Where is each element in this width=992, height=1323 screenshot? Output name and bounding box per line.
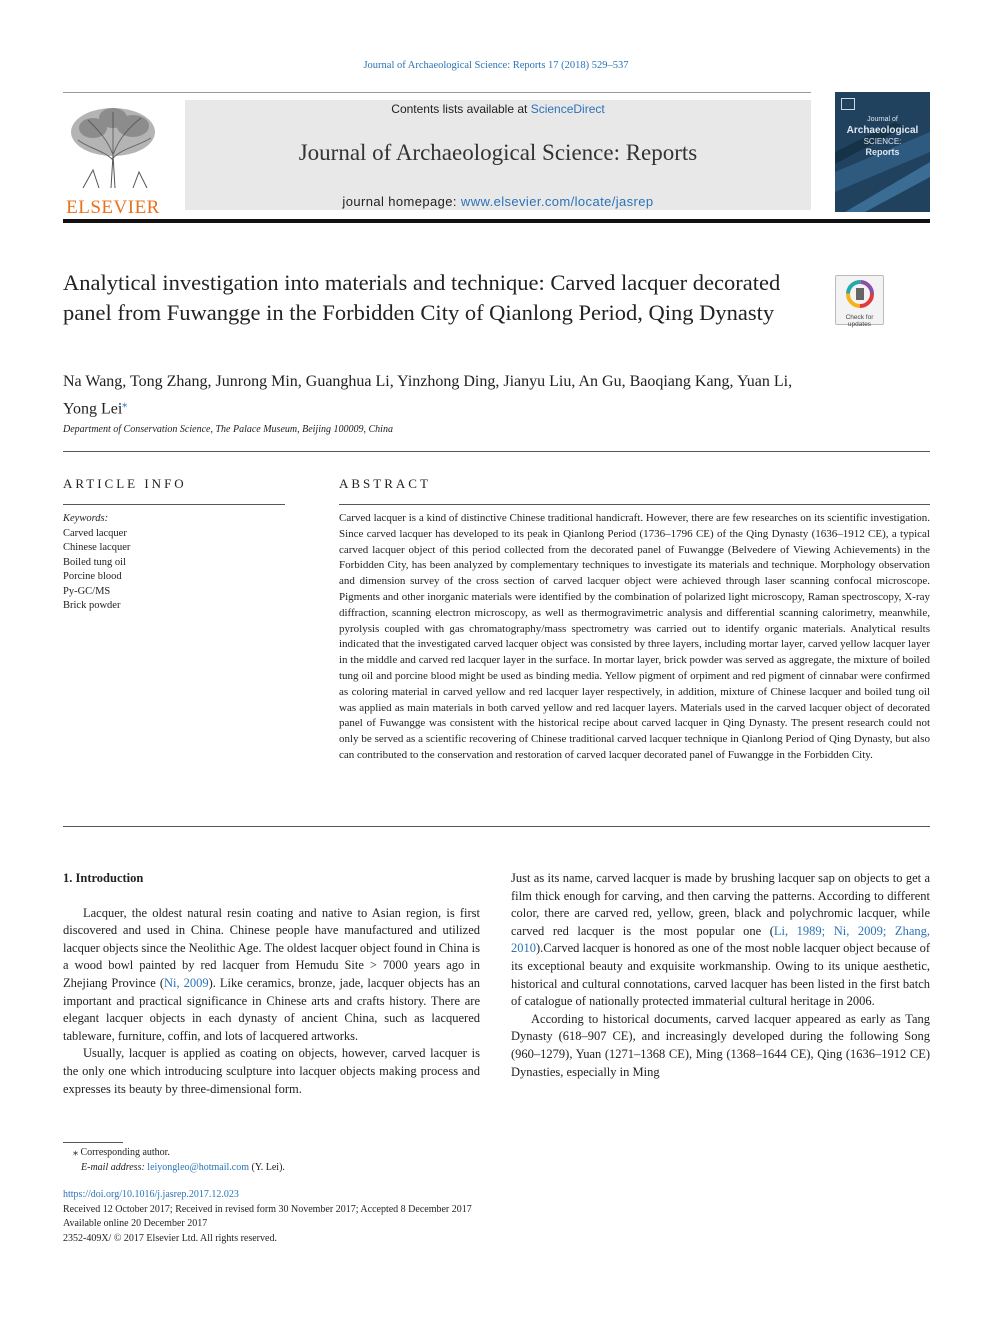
paragraph bbox=[63, 905, 480, 1046]
email-label: E-mail address: bbox=[81, 1161, 148, 1173]
paragraph-text: ).Carved lacquer is honored as one of the most noble lacquer object because of its exceptional beauty and exquisite workmanship. Owing to its unique aesthetic, historical and cultural connotations, carved lacquer has been listed in the first batch of catalogue of nationally protected immaterial cultural heritage in 2006. bbox=[511, 941, 930, 1009]
affiliation: Department of Conservation Science, The Palace Museum, Beijing 100009, China bbox=[63, 424, 393, 435]
keyword-item: Carved lacquer bbox=[63, 527, 127, 539]
footnote bbox=[63, 1146, 285, 1175]
cover-line2: Archaeological bbox=[846, 125, 919, 136]
journal-banner bbox=[185, 100, 811, 210]
abstract-text: Carved lacquer is a kind of distinctive Chinese traditional handicraft. However, there are few researches on its scientific investigation. Since carved lacquer has developed to its peak in Qianlong Period (1736–1796 CE) of the Qing Dynasty (1636–1912 CE), a typical carved lacquer object of this period collected from the decorated panel of Fuwangge (Belvedere of Viewing Achievements) in the Forbidden City, has been analyzed by complementary techniques to investigate its materials and technique. Morphology observation and dimension survey of the cross section of carved lacquer object were achieved through laser scanning confocal microscope. Pigments and other inorganic materials were identified by the combination of polarized light microscopy, Raman spectroscopy, X-ray diffraction, scanning electron microscopy, as well as thermogravimetric analysis and differential scanning calorimetry, meanwhile, pyrolysis coupled with gas chromatography/mass spectrometry was carried out to identify organic materials. Analytical results indicated that the investigated carved lacquer object was consisted by three layers, including mortar layer, carved yellow lacquer layer in the middle and carved red lacquer layer in the surface. In mortar layer, brick powder was served as aggregate, the mixture of boiled tung oil and porcine blood might be used as binding media. Yellow pigment of orpiment and red pigment of cinnabar were confirmed as coloring material in carved yellow and red lacquer layer respectively, in addition, mixture of Chinese lacquer and boiled tung oil was applied as main materials in both carved yellow and red lacquer layers. Materials used in the carved lacquer object of decorated panel of Fuwangge was consistent with the historical recipe about carved lacquer in Qing Dynasty. The present research could not only be served as a scientific recovering of Chinese traditional carved lacquer technique in Qianlong Period of Qing Dynasty, but also can contributed to the conservation and restoration of carved lacquer decorated panel of Fuwangge in the Forbidden City. bbox=[339, 512, 930, 761]
header-thick-rule bbox=[63, 219, 930, 223]
journal-citation[interactable]: Journal of Archaeological Science: Reports 17 (2018) 529–537 bbox=[363, 60, 629, 71]
paragraph-text: Lacquer, the oldest natural resin coating and native to Asian region, is first discovered and used in China. Chinese people have manufactured and utilized lacquer objects since the Neolithic Age. The oldest lacquer object found in China is a wood bowl painted by red lacquer from Hemudu Site > 7000 years ago in Zhejiang Province ( bbox=[63, 905, 481, 990]
article-title: Analytical investigation into materials and technique: Carved lacquer decorated panel from Fuwangge in the Forbidden City of Qianlong Period, Qing Dynasty bbox=[63, 270, 781, 325]
contents-prefix: Contents lists available at bbox=[391, 102, 531, 116]
received-dates: Received 12 October 2017; Received in revised form 30 November 2017; Accepted 8 December 2017 bbox=[63, 1203, 472, 1215]
abstract-heading: ABSTRACT bbox=[339, 476, 431, 491]
email-link[interactable]: leiyongleo@hotmail.com bbox=[147, 1161, 249, 1173]
footnote-rule bbox=[63, 1142, 123, 1143]
keyword-item: Brick powder bbox=[63, 600, 121, 611]
body-column-right bbox=[511, 870, 930, 1081]
homepage-link[interactable]: www.elsevier.com/locate/jasrep bbox=[460, 194, 654, 209]
corresponding-author-mark[interactable]: ⁎ bbox=[122, 399, 128, 410]
paragraph-text: Just as its name, carved lacquer is made by brushing lacquer sap on objects to get a film thick enough for carving, and then carving the patterns. According to different color, there are carved red, yellow, green, black and polychromic lacquer, while carved red lacquer is the most popular one ( bbox=[511, 871, 930, 938]
doi-link[interactable]: https://doi.org/10.1016/j.jasrep.2017.12.023 bbox=[63, 1189, 239, 1200]
keyword-item: Chinese lacquer bbox=[63, 542, 131, 553]
section-rule-bottom bbox=[63, 826, 930, 827]
paragraph: Usually, lacquer is applied as coating on objects, however, carved lacquer is the only one which introducing sculpture into lacquer objects making process and expresses its beauty by three-dimensional form. bbox=[63, 1046, 480, 1096]
journal-title: Journal of Archaeological Science: Reports bbox=[298, 140, 698, 165]
cover-publisher-icon bbox=[841, 98, 855, 110]
cover-line1: Journal of bbox=[867, 116, 898, 123]
keyword-item: Py-GC/MS bbox=[63, 585, 111, 597]
keyword-item: Porcine blood bbox=[63, 571, 122, 582]
author-list bbox=[63, 370, 823, 420]
available-online: Available online 20 December 2017 bbox=[63, 1218, 208, 1229]
elsevier-logo[interactable] bbox=[63, 100, 163, 218]
authors-text: Na Wang, Tong Zhang, Junrong Min, Guanghua Li, Yinzhong Ding, Jianyu Liu, An Gu, Baoqiang Kang, Yuan Li, Yong Lei bbox=[63, 373, 793, 418]
email-line bbox=[63, 1161, 285, 1176]
article-info-heading: ARTICLE INFO bbox=[63, 476, 187, 491]
journal-homepage bbox=[185, 194, 811, 209]
article-info-rule bbox=[63, 504, 285, 505]
keywords-block bbox=[63, 512, 130, 614]
paragraph: According to historical documents, carved lacquer appeared as early as Tang Dynasty (618–907 CE), and increasingly developed during the following Song (960–1279), Yuan (1271–1368 CE), Ming (1368–1644 CE), Qing (1636–1912 CE) Dynasties, especially in Ming bbox=[511, 1011, 930, 1079]
sciencedirect-link[interactable]: ScienceDirect bbox=[530, 102, 605, 116]
abstract-rule bbox=[339, 504, 930, 505]
section-rule-top bbox=[63, 451, 930, 452]
cover-line4: Reports bbox=[865, 147, 900, 157]
reference-link[interactable]: Li, 1989; Ni, 2009; Zhang, 2010 bbox=[511, 923, 930, 956]
cover-line3: SCIENCE: bbox=[863, 137, 902, 146]
check-for-updates-button[interactable] bbox=[835, 275, 884, 328]
keyword-item: Boiled tung oil bbox=[63, 556, 126, 568]
keywords-label: Keywords: bbox=[63, 513, 109, 524]
paragraph-text: ). Like ceramics, bronze, jade, lacquer objects has an important and practical significance in Chinese arts and crafts history. There are elegant lacquer objects in each dynasty of ancient China, such as lacquered tableware, furniture, coffin, and lots of lacquered artworks. bbox=[63, 975, 481, 1043]
corresponding-author-note: ⁎ Corresponding author. bbox=[73, 1147, 170, 1158]
body-column-left bbox=[63, 870, 480, 1098]
section-heading-introduction: 1. Introduction bbox=[63, 871, 144, 885]
elsevier-wordmark: ELSEVIER bbox=[66, 197, 160, 218]
journal-cover-image[interactable] bbox=[835, 92, 930, 212]
email-suffix: (Y. Lei). bbox=[249, 1161, 285, 1173]
contents-availability bbox=[185, 102, 811, 116]
publication-info bbox=[63, 1188, 472, 1246]
paragraph bbox=[511, 870, 930, 1011]
header-rule bbox=[63, 92, 811, 93]
elsevier-tree-icon bbox=[63, 100, 163, 190]
check-updates-label: Check for updates bbox=[845, 314, 874, 328]
crossmark-icon bbox=[845, 279, 875, 309]
reference-link[interactable]: Ni, 2009 bbox=[164, 975, 209, 990]
homepage-prefix: journal homepage: bbox=[342, 194, 461, 209]
copyright: 2352-409X/ © 2017 Elsevier Ltd. All rights reserved. bbox=[63, 1232, 277, 1244]
